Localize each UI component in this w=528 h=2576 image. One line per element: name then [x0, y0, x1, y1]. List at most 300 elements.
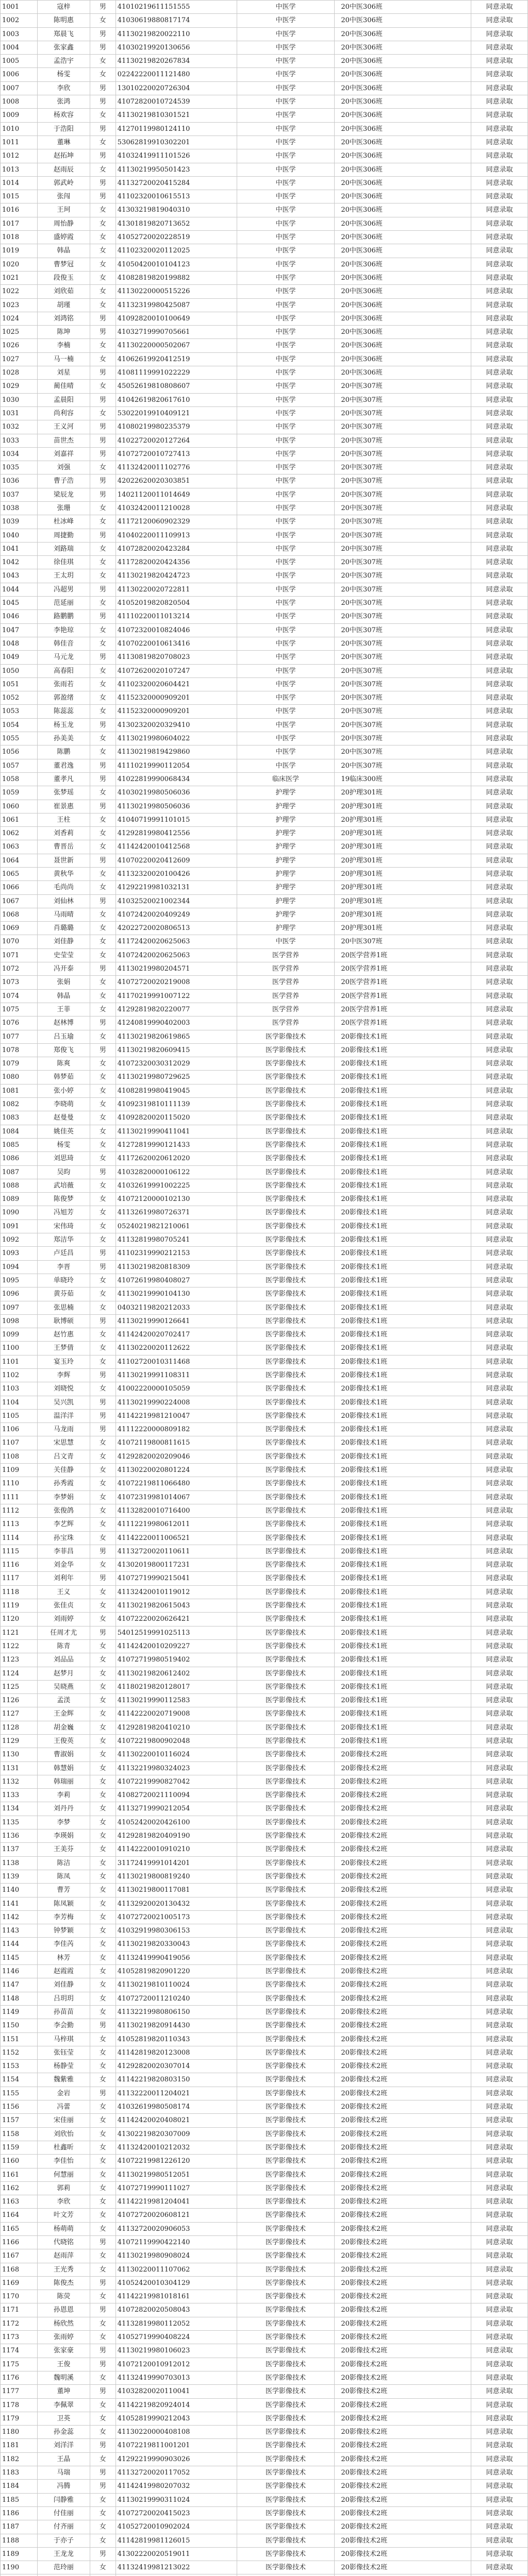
status-cell: 同意录取: [471, 2507, 528, 2520]
table-row: [1, 420, 528, 434]
candidate-id-cell: 41032619980508174: [116, 2100, 237, 2113]
table-row: [1, 1884, 528, 1897]
major-cell: 中医学: [237, 597, 335, 609]
major-cell: 医学影像技术: [237, 1518, 335, 1531]
gender-cell: 女: [90, 868, 116, 880]
class-cell: 20影像技术1班: [335, 1735, 471, 1748]
status-cell: 同意录取: [471, 610, 528, 623]
name-cell: 马元龙: [38, 651, 90, 664]
major-cell: 医学影像技术: [237, 1775, 335, 1788]
major-cell: 医学影像技术: [237, 2507, 335, 2520]
name-cell: 耿博硕: [38, 1315, 90, 1328]
gender-cell: 男: [90, 448, 116, 461]
index-cell: 1150: [1, 2019, 38, 2032]
table-row: [1, 95, 528, 109]
table-row: [1, 1423, 528, 1436]
gender-cell: 女: [90, 976, 116, 989]
candidate-id-cell: 41132720020117052: [116, 2466, 237, 2479]
candidate-id-cell: 41040220011109913: [116, 529, 237, 542]
gender-cell: 男: [90, 149, 116, 162]
gender-cell: 女: [90, 1532, 116, 1545]
candidate-id-cell: 41132819980112052: [116, 2317, 237, 2330]
candidate-id-cell: 41142220010910210: [116, 1843, 237, 1856]
status-cell: 同意录取: [471, 881, 528, 894]
gender-cell: 女: [90, 1558, 116, 1571]
candidate-id-cell: 41062619920412519: [116, 353, 237, 366]
candidate-id-cell: 41170219991007122: [116, 990, 237, 1003]
major-cell: 医学影像技术: [237, 1572, 335, 1585]
status-cell: 同意录取: [471, 1247, 528, 1260]
name-cell: 金岩: [38, 2087, 90, 2100]
gender-cell: 男: [90, 2344, 116, 2357]
gender-cell: 女: [90, 1504, 116, 1517]
candidate-id-cell: 41132720020110611: [116, 1545, 237, 1558]
index-cell: 1049: [1, 651, 38, 664]
major-cell: 医学影像技术: [237, 1978, 335, 1991]
name-cell: 于亦子: [38, 2534, 90, 2547]
class-cell: 20影像技术1班: [335, 1396, 471, 1409]
class-cell: 20影像技术1班: [335, 1206, 471, 1219]
gender-cell: 女: [90, 299, 116, 312]
class-cell: 20影像技术2班: [335, 2439, 471, 2452]
table-row: [1, 1789, 528, 1802]
table-row: [1, 1938, 528, 1951]
major-cell: 中医学: [237, 95, 335, 108]
name-cell: 付佳丽: [38, 2507, 90, 2520]
class-cell: 20影像技术2班: [335, 1775, 471, 1788]
index-cell: 1140: [1, 1884, 38, 1896]
status-cell: 同意录取: [471, 1816, 528, 1829]
class-cell: 20影像技术2班: [335, 2006, 471, 2019]
candidate-id-cell: 41072720011210240: [116, 1992, 237, 2005]
class-cell: 20影像技术1班: [335, 1179, 471, 1192]
candidate-id-cell: 41052019820820504: [116, 597, 237, 609]
gender-cell: 男: [90, 1423, 116, 1436]
class-cell: 20中医307班: [335, 651, 471, 664]
class-cell: 20护理301班: [335, 908, 471, 921]
name-cell: 冯超男: [38, 583, 90, 596]
table-row: [1, 1233, 528, 1247]
gender-cell: 女: [90, 1694, 116, 1707]
status-cell: 同意录取: [471, 637, 528, 650]
class-cell: 20护理301班: [335, 800, 471, 813]
table-row: [1, 2344, 528, 2358]
index-cell: 1033: [1, 434, 38, 447]
major-cell: 医学影像技术: [237, 1450, 335, 1463]
status-cell: 同意录取: [471, 1098, 528, 1111]
index-cell: 1153: [1, 2060, 38, 2073]
index-cell: 1111: [1, 1491, 38, 1504]
major-cell: 医学影像技术: [237, 1436, 335, 1449]
table-row: [1, 2141, 528, 2155]
table-row: [1, 1464, 528, 1477]
candidate-id-cell: 41292819820410210: [116, 1721, 237, 1734]
candidate-id-cell: 41042619820617610: [116, 394, 237, 406]
name-cell: 任周才尤: [38, 1626, 90, 1639]
candidate-id-cell: 41070220020412609: [116, 854, 237, 867]
class-cell: 20影像技术1班: [335, 1707, 471, 1720]
index-cell: 1188: [1, 2534, 38, 2547]
major-cell: 医学影像技术: [237, 2019, 335, 2032]
gender-cell: 女: [90, 2114, 116, 2127]
gender-cell: 女: [90, 1287, 116, 1300]
gender-cell: 女: [90, 1342, 116, 1354]
major-cell: 医学影像技术: [237, 1802, 335, 1815]
table-row: [1, 2439, 528, 2452]
candidate-id-cell: 41130219819429860: [116, 745, 237, 758]
class-cell: 20影像技术1班: [335, 1261, 471, 1274]
class-cell: 20影像技术2班: [335, 2385, 471, 2398]
candidate-id-cell: 41072719990111027: [116, 2182, 237, 2195]
name-cell: 王俊英: [38, 1735, 90, 1748]
class-cell: 20影像技术2班: [335, 2466, 471, 2479]
index-cell: 1135: [1, 1816, 38, 1829]
status-cell: 同意录取: [471, 2006, 528, 2019]
gender-cell: 男: [90, 2358, 116, 2371]
name-cell: 刘雨婷: [38, 1613, 90, 1625]
major-cell: 医学影像技术: [237, 2236, 335, 2249]
name-cell: 董坤: [38, 2385, 90, 2398]
table-row: [1, 1558, 528, 1572]
status-cell: 同意录取: [471, 1992, 528, 2005]
candidate-id-cell: 41142219981210047: [116, 1410, 237, 1422]
major-cell: 中医学: [237, 68, 335, 81]
major-cell: 医学影像技术: [237, 1843, 335, 1856]
name-cell: 马龙雨: [38, 1423, 90, 1436]
status-cell: 同意录取: [471, 895, 528, 908]
table-row: [1, 299, 528, 312]
index-cell: 1164: [1, 2209, 38, 2222]
table-row: [1, 1287, 528, 1301]
table-row: [1, 1626, 528, 1640]
gender-cell: 男: [90, 434, 116, 447]
index-cell: 1154: [1, 2073, 38, 2086]
status-cell: 同意录取: [471, 1613, 528, 1625]
index-cell: 1190: [1, 2561, 38, 2574]
major-cell: 中医学: [237, 258, 335, 271]
table-row: [1, 827, 528, 840]
candidate-id-cell: 41072219811066480: [116, 1477, 237, 1490]
gender-cell: 女: [90, 109, 116, 122]
gender-cell: 女: [90, 2155, 116, 2167]
table-row: [1, 217, 528, 231]
index-cell: 1064: [1, 854, 38, 867]
name-cell: 赵竹惠: [38, 1328, 90, 1341]
gender-cell: 男: [90, 1572, 116, 1585]
candidate-id-cell: 41110220011013214: [116, 610, 237, 623]
candidate-id-cell: 41002220000105059: [116, 1382, 237, 1395]
name-cell: 赵霞霞: [38, 1965, 90, 1978]
class-cell: 20医学营养1班: [335, 976, 471, 989]
candidate-id-cell: 05240219821210061: [116, 1220, 237, 1233]
candidate-id-cell: 41132819980705241: [116, 1233, 237, 1246]
table-row: [1, 2466, 528, 2480]
class-cell: 20影像技术2班: [335, 2100, 471, 2113]
status-cell: 同意录取: [471, 556, 528, 569]
index-cell: 1065: [1, 868, 38, 880]
status-cell: 同意录取: [471, 1328, 528, 1341]
table-row: [1, 1193, 528, 1206]
status-cell: 同意录取: [471, 502, 528, 515]
candidate-id-cell: 41130219820612402: [116, 1667, 237, 1680]
index-cell: 1155: [1, 2087, 38, 2100]
name-cell: 李辉: [38, 1369, 90, 1382]
status-cell: 同意录取: [471, 529, 528, 542]
gender-cell: 女: [90, 339, 116, 352]
candidate-id-cell: 41072120000102130: [116, 1193, 237, 1206]
gender-cell: 男: [90, 773, 116, 786]
status-cell: 同意录取: [471, 272, 528, 284]
candidate-id-cell: 41142219981204041: [116, 2195, 237, 2208]
name-cell: 宋佳丽: [38, 2114, 90, 2127]
candidate-id-cell: 41130219990104130: [116, 1287, 237, 1300]
name-cell: 韩晶: [38, 990, 90, 1003]
gender-cell: 女: [90, 1965, 116, 1978]
gender-cell: 女: [90, 2520, 116, 2533]
name-cell: 李欣: [38, 82, 90, 95]
name-cell: 蔺佳晴: [38, 380, 90, 393]
class-cell: 20中医306班: [335, 299, 471, 312]
name-cell: 赵曼曼: [38, 1111, 90, 1124]
name-cell: 张小婷: [38, 1084, 90, 1097]
gender-cell: 男: [90, 800, 116, 813]
table-row: [1, 1965, 528, 1978]
major-cell: 医学影像技术: [237, 1911, 335, 1924]
class-cell: 20影像技术1班: [335, 1436, 471, 1449]
name-cell: 杨欢容: [38, 109, 90, 122]
name-cell: 吕玥玥: [38, 1992, 90, 2005]
name-cell: 盛婷霞: [38, 231, 90, 244]
name-cell: 梁辰龙: [38, 488, 90, 501]
gender-cell: 女: [90, 569, 116, 582]
table-row: [1, 258, 528, 272]
name-cell: 郭盈绪: [38, 691, 90, 704]
name-cell: 刘思琦: [38, 1152, 90, 1165]
index-cell: 1030: [1, 394, 38, 406]
gender-cell: 女: [90, 2561, 116, 2574]
gender-cell: 女: [90, 1355, 116, 1368]
index-cell: 1058: [1, 773, 38, 786]
candidate-id-cell: 41130219820914430: [116, 2019, 237, 2032]
gender-cell: 女: [90, 353, 116, 366]
status-cell: 同意录取: [471, 624, 528, 637]
candidate-id-cell: 41132219980806150: [116, 2006, 237, 2019]
major-cell: 医学影像技术: [237, 1599, 335, 1612]
name-cell: 杜冰峰: [38, 515, 90, 528]
major-cell: 中医学: [237, 326, 335, 338]
class-cell: 20影像技术1班: [335, 1491, 471, 1504]
index-cell: 1016: [1, 204, 38, 216]
index-cell: 1136: [1, 1829, 38, 1842]
major-cell: 中医学: [237, 41, 335, 54]
table-row: [1, 1342, 528, 1355]
class-cell: 20影像技术2班: [335, 1965, 471, 1978]
status-cell: 同意录取: [471, 773, 528, 786]
major-cell: 医学影像技术: [237, 1789, 335, 1802]
gender-cell: 男: [90, 420, 116, 433]
table-row: [1, 1721, 528, 1735]
table-row: [1, 394, 528, 407]
major-cell: 医学影像技术: [237, 2344, 335, 2357]
name-cell: 刘品品: [38, 1653, 90, 1666]
major-cell: 医学影像技术: [237, 1464, 335, 1477]
status-cell: 同意录取: [471, 299, 528, 312]
major-cell: 中医学: [237, 353, 335, 366]
name-cell: 李佩翠: [38, 2399, 90, 2412]
table-row: [1, 1355, 528, 1369]
major-cell: 医学影像技术: [237, 2249, 335, 2262]
candidate-id-cell: 41081119991022229: [116, 366, 237, 379]
class-cell: 20中医306班: [335, 123, 471, 135]
table-row: [1, 895, 528, 908]
table-row: [1, 678, 528, 691]
index-cell: 1063: [1, 840, 38, 853]
table-row: [1, 2263, 528, 2277]
index-cell: 1026: [1, 339, 38, 352]
major-cell: 医学影像技术: [237, 1098, 335, 1111]
class-cell: 20中医307班: [335, 394, 471, 406]
candidate-id-cell: 41130219820424723: [116, 569, 237, 582]
table-row: [1, 2453, 528, 2466]
index-cell: 1052: [1, 691, 38, 704]
gender-cell: 男: [90, 95, 116, 108]
major-cell: 中医学: [237, 163, 335, 176]
table-row: [1, 448, 528, 461]
table-row: [1, 2168, 528, 2182]
index-cell: 1179: [1, 2412, 38, 2425]
gender-cell: 女: [90, 1057, 116, 1070]
table-row: [1, 800, 528, 814]
table-row: [1, 1857, 528, 1870]
candidate-id-cell: 41130219820619865: [116, 1030, 237, 1043]
index-cell: 1187: [1, 2520, 38, 2533]
index-cell: 1145: [1, 1952, 38, 1964]
gender-cell: 女: [90, 1030, 116, 1043]
class-cell: 20影像技术2班: [335, 2494, 471, 2506]
class-cell: 20中医306班: [335, 177, 471, 190]
index-cell: 1147: [1, 1978, 38, 1991]
index-cell: 1120: [1, 1613, 38, 1625]
gender-cell: 男: [90, 1044, 116, 1057]
major-cell: 医学影像技术: [237, 1193, 335, 1206]
gender-cell: 女: [90, 217, 116, 230]
status-cell: 同意录取: [471, 1599, 528, 1612]
status-cell: 同意录取: [471, 109, 528, 122]
table-row: [1, 2033, 528, 2046]
candidate-id-cell: 41240819990402003: [116, 1016, 237, 1029]
name-cell: 王美芬: [38, 1843, 90, 1856]
name-cell: 王太玥: [38, 569, 90, 582]
status-cell: 同意录取: [471, 488, 528, 501]
class-cell: 20影像技术2班: [335, 2087, 471, 2100]
major-cell: 中医学: [237, 691, 335, 704]
index-cell: 1156: [1, 2100, 38, 2113]
name-cell: 王光秀: [38, 2263, 90, 2276]
class-cell: 20影像技术1班: [335, 1044, 471, 1057]
name-cell: 李梦: [38, 1816, 90, 1829]
name-cell: 王金辉: [38, 1707, 90, 1720]
gender-cell: 女: [90, 1301, 116, 1314]
candidate-id-cell: 41072320030312029: [116, 1057, 237, 1070]
gender-cell: 女: [90, 935, 116, 948]
candidate-id-cell: 41130219820818309: [116, 1261, 237, 1274]
status-cell: 同意录取: [471, 2412, 528, 2425]
name-cell: 陈青: [38, 1640, 90, 1653]
gender-cell: 女: [90, 1843, 116, 1856]
index-cell: 1089: [1, 1193, 38, 1206]
class-cell: 20中医306班: [335, 312, 471, 325]
class-cell: 20影像技术2班: [335, 2223, 471, 2235]
class-cell: 20中医306班: [335, 339, 471, 352]
status-cell: 同意录取: [471, 2236, 528, 2249]
gender-cell: 女: [90, 1125, 116, 1138]
index-cell: 1027: [1, 353, 38, 366]
major-cell: 中医学: [237, 55, 335, 67]
class-cell: 20影像技术2班: [335, 1748, 471, 1761]
status-cell: 同意录取: [471, 854, 528, 867]
name-cell: 陈鹏: [38, 745, 90, 758]
name-cell: 张家豪: [38, 2344, 90, 2357]
class-cell: 20影像技术1班: [335, 1599, 471, 1612]
index-cell: 1018: [1, 231, 38, 244]
index-cell: 1102: [1, 1369, 38, 1382]
name-cell: 赵林博: [38, 1016, 90, 1029]
name-cell: 曹淑娟: [38, 1748, 90, 1761]
table-row: [1, 1247, 528, 1260]
class-cell: 20影像技术2班: [335, 2236, 471, 2249]
class-cell: 20影像技术2班: [335, 2371, 471, 2384]
candidate-id-cell: 41052819820110343: [116, 2033, 237, 2046]
status-cell: 同意录取: [471, 1206, 528, 1219]
gender-cell: 男: [90, 1016, 116, 1029]
class-cell: 20中医306班: [335, 28, 471, 41]
candidate-id-cell: 41132920020130432: [116, 1897, 237, 1910]
status-cell: 同意录取: [471, 691, 528, 704]
candidate-id-cell: 41132619980726371: [116, 1206, 237, 1219]
candidate-id-cell: 41130219820330043: [116, 1938, 237, 1951]
gender-cell: 女: [90, 637, 116, 650]
index-cell: 1050: [1, 665, 38, 677]
class-cell: 20中医306班: [335, 82, 471, 95]
major-cell: 医学影像技术: [237, 2046, 335, 2059]
candidate-id-cell: 41072720020608121: [116, 2209, 237, 2222]
gender-cell: 男: [90, 190, 116, 203]
major-cell: 医学影像技术: [237, 1057, 335, 1070]
index-cell: 1121: [1, 1626, 38, 1639]
candidate-id-cell: 41172820020424356: [116, 556, 237, 569]
candidate-id-cell: 41102319990212153: [116, 1247, 237, 1260]
candidate-id-cell: 41130219980604022: [116, 732, 237, 745]
index-cell: 1059: [1, 786, 38, 799]
candidate-id-cell: 41130220020722811: [116, 583, 237, 596]
table-row: [1, 2358, 528, 2371]
class-cell: 20影像技术1班: [335, 1111, 471, 1124]
candidate-id-cell: 41130219980729625: [116, 1071, 237, 1083]
major-cell: 医学营养: [237, 976, 335, 989]
index-cell: 1114: [1, 1532, 38, 1545]
class-cell: 20中医307班: [335, 569, 471, 582]
candidate-id-cell: 41072220020626421: [116, 1613, 237, 1625]
table-row: [1, 624, 528, 637]
major-cell: 医学影像技术: [237, 2412, 335, 2425]
name-cell: 刘鸿铭: [38, 312, 90, 325]
class-cell: 20影像技术2班: [335, 2114, 471, 2127]
name-cell: 郭武岭: [38, 177, 90, 190]
candidate-id-cell: 41132720020906053: [116, 2223, 237, 2235]
candidate-id-cell: 41130219800819240: [116, 1870, 237, 1883]
major-cell: 医学影像技术: [237, 1287, 335, 1300]
candidate-id-cell: 41032619991002225: [116, 1179, 237, 1192]
